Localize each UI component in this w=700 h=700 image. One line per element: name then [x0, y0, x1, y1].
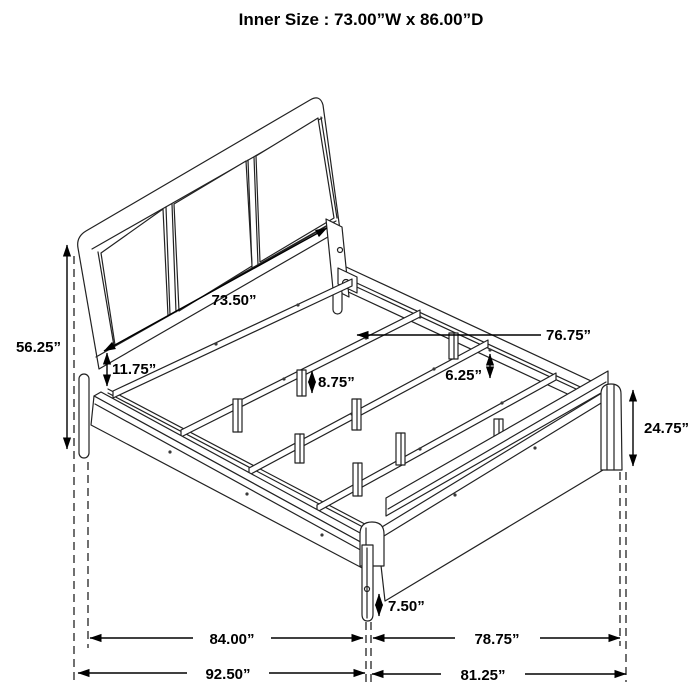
dim-overall-length-label: 92.50” [205, 666, 251, 683]
dim-support-leg-label: 8.75” [318, 374, 355, 391]
dim-footboard-leg-label: 7.50” [388, 598, 425, 615]
dim-side-rail-height-label: 6.25” [445, 367, 482, 384]
dim-footboard-height-label: 24.75” [644, 420, 690, 437]
dim-frame-inner-width-label: 78.75” [474, 631, 520, 648]
dim-rail-length-label: 76.75” [546, 327, 592, 344]
footboard-right-post [601, 384, 622, 470]
dim-headboard-height-label: 56.25” [15, 339, 61, 356]
front-rail-cleat [108, 389, 380, 536]
diagram-title: Inner Size : 73.00”W x 86.00”D [238, 10, 484, 29]
front-side-rail [91, 392, 373, 570]
dim-overall-width-label: 81.25” [460, 667, 506, 684]
headboard-left-leg [79, 374, 89, 458]
dim-headboard-rail-gap-label: 11.75” [112, 361, 157, 378]
dim-headboard-width-label: 73.50” [211, 292, 257, 309]
dim-frame-inner-length-label: 84.00” [209, 631, 255, 648]
